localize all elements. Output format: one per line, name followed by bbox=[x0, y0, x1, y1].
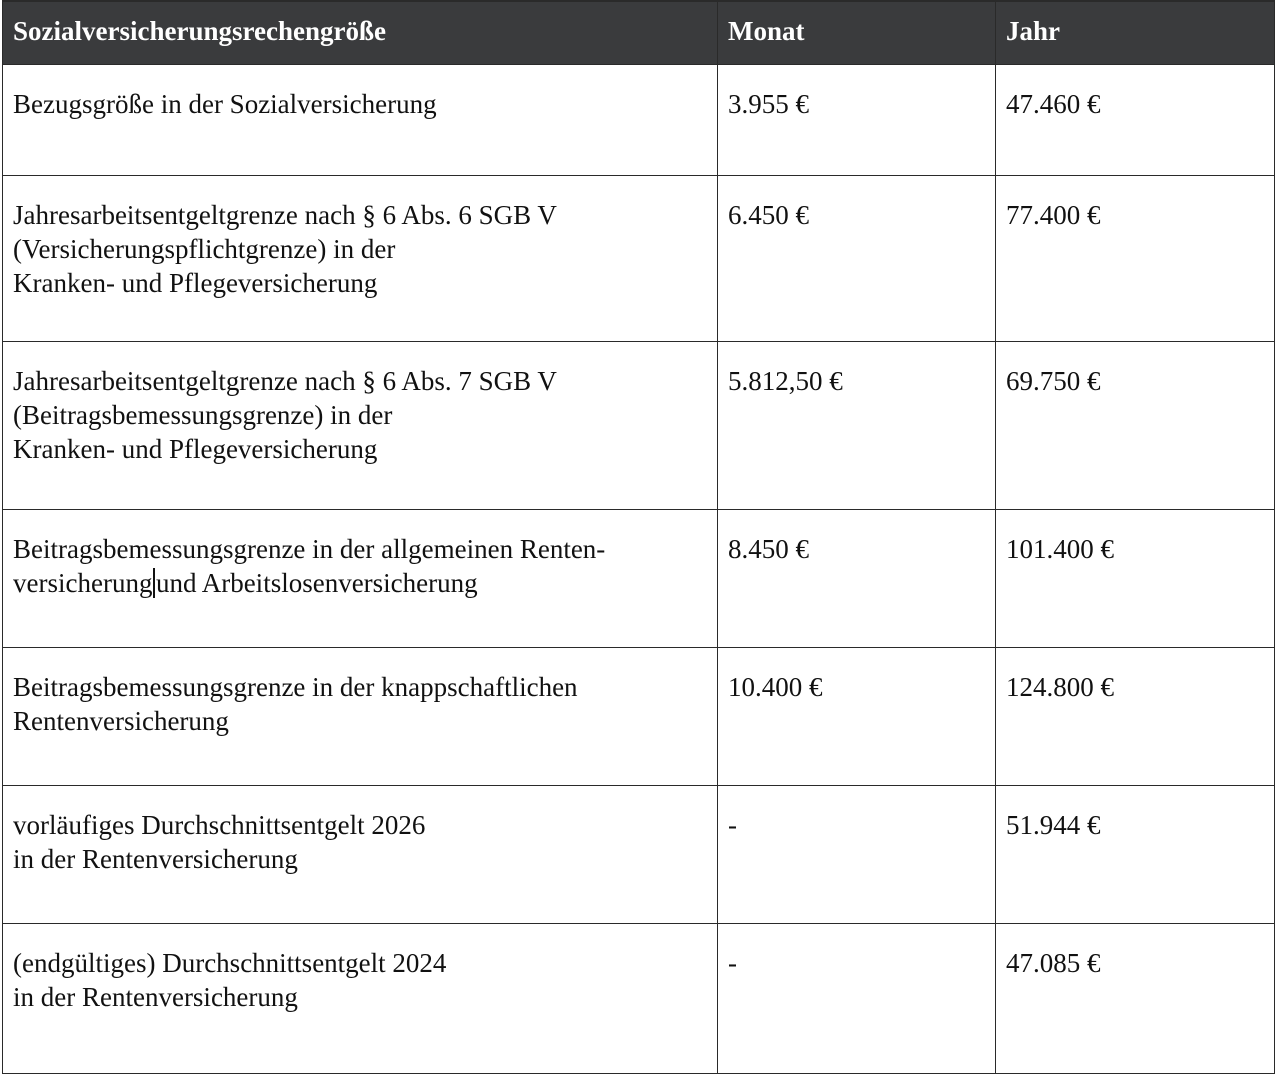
row-label[interactable] bbox=[3, 509, 718, 647]
label-line: (Versicherungspflichtgrenze) in der bbox=[13, 233, 396, 264]
label-line: (endgültiges) Durchschnittsentgelt 2024 bbox=[13, 947, 447, 978]
row-jahr[interactable]: 124.800 € bbox=[996, 647, 1275, 785]
row-monat[interactable]: 5.812,50 € bbox=[718, 341, 996, 509]
label-line: Beitragsbemessungsgrenze in der allgemeinen Renten- bbox=[13, 533, 606, 564]
row-jahr[interactable]: 69.750 € bbox=[996, 341, 1275, 509]
label-line: in der Rentenversicherung bbox=[13, 981, 298, 1012]
label-line bbox=[13, 566, 707, 600]
label-line: in der Rentenversicherung bbox=[13, 843, 298, 874]
row-label[interactable] bbox=[3, 175, 718, 341]
row-label[interactable] bbox=[3, 341, 718, 509]
label-line: Bezugsgröße in der Sozialversicherung bbox=[13, 88, 437, 119]
row-label[interactable] bbox=[3, 785, 718, 923]
row-jahr[interactable]: 47.085 € bbox=[996, 923, 1275, 1073]
label-line: Jahresarbeitsentgeltgrenze nach § 6 Abs. 7 SGB V bbox=[13, 365, 557, 396]
row-jahr[interactable]: 51.944 € bbox=[996, 785, 1275, 923]
table-row bbox=[3, 923, 1275, 1073]
text-cursor bbox=[153, 568, 155, 598]
table-header-row bbox=[3, 1, 1275, 64]
label-line: Jahresarbeitsentgeltgrenze nach § 6 Abs. 6 SGB V bbox=[13, 199, 557, 230]
table-row bbox=[3, 509, 1275, 647]
row-monat[interactable]: 3.955 € bbox=[718, 64, 996, 175]
row-monat[interactable]: 10.400 € bbox=[718, 647, 996, 785]
table-row bbox=[3, 341, 1275, 509]
row-jahr[interactable]: 47.460 € bbox=[996, 64, 1275, 175]
row-label[interactable] bbox=[3, 64, 718, 175]
label-line: Beitragsbemessungsgrenze in der knappschaftlichen bbox=[13, 671, 578, 702]
header-monat: Monat bbox=[718, 1, 996, 64]
label-line: (Beitragsbemessungsgrenze) in der bbox=[13, 399, 393, 430]
header-jahr: Jahr bbox=[996, 1, 1275, 64]
row-label[interactable] bbox=[3, 923, 718, 1073]
label-line: Kranken- und Pflegeversicherung bbox=[13, 433, 378, 464]
row-monat[interactable]: 8.450 € bbox=[718, 509, 996, 647]
label-fragment: versicherung bbox=[13, 567, 153, 598]
table-row bbox=[3, 647, 1275, 785]
row-monat[interactable]: 6.450 € bbox=[718, 175, 996, 341]
table-row bbox=[3, 785, 1275, 923]
label-line: Kranken- und Pflegeversicherung bbox=[13, 267, 378, 298]
label-line: Rentenversicherung bbox=[13, 705, 229, 736]
header-rechengroesse: Sozialversicherungsrechengröße bbox=[3, 1, 718, 64]
row-monat[interactable]: - bbox=[718, 923, 996, 1073]
label-line: vorläufiges Durchschnittsentgelt 2026 bbox=[13, 809, 426, 840]
label-fragment: und Arbeitslosenversicherung bbox=[155, 567, 478, 598]
table-row bbox=[3, 64, 1275, 175]
row-monat[interactable]: - bbox=[718, 785, 996, 923]
sv-rechengroessen-table bbox=[2, 0, 1275, 1074]
row-jahr[interactable]: 101.400 € bbox=[996, 509, 1275, 647]
table-row bbox=[3, 175, 1275, 341]
row-label[interactable] bbox=[3, 647, 718, 785]
row-jahr[interactable]: 77.400 € bbox=[996, 175, 1275, 341]
